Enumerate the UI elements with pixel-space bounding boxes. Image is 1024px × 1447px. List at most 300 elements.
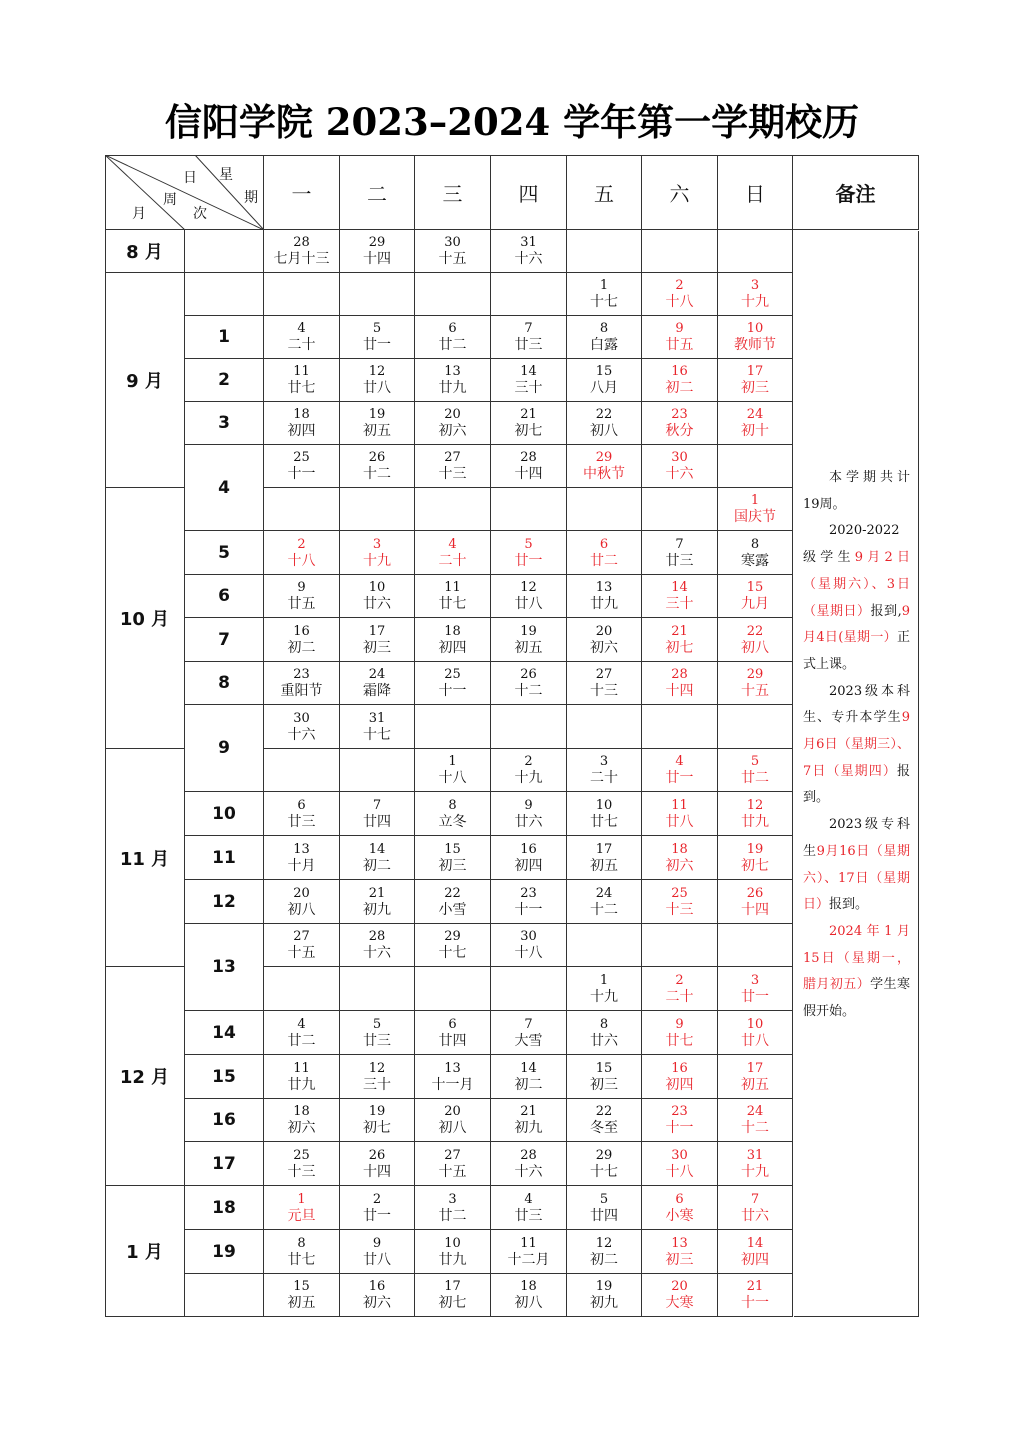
notes-header: [793, 155, 919, 230]
lunar-date: 初七: [665, 639, 694, 656]
day-cell: [491, 705, 567, 749]
day-number: 6: [599, 536, 609, 552]
day-cell: [567, 1011, 642, 1055]
week-number-cell: [185, 273, 264, 316]
week-number: 6: [218, 586, 230, 606]
day-cell: [415, 1055, 491, 1099]
day-cell: [340, 880, 415, 924]
day-number: 3: [750, 972, 760, 988]
day-number: 15: [595, 1060, 613, 1076]
lunar-date: 十四: [363, 1163, 391, 1180]
weekday-header-label: 一: [291, 181, 312, 206]
lunar-date: 十五: [438, 1163, 467, 1180]
day-number: 28: [520, 450, 537, 465]
day-number: 13: [444, 364, 461, 379]
day-cell: [491, 575, 567, 618]
day-cell: [642, 1099, 718, 1142]
day-cell: [642, 749, 718, 792]
day-number: 18: [444, 623, 461, 639]
lunar-date: 廿三: [287, 813, 316, 830]
lunar-date: 三十: [363, 1076, 391, 1093]
lunar-date: 廿六: [741, 1207, 769, 1224]
day-cell: [491, 1186, 567, 1230]
lunar-date: 十八: [438, 770, 467, 786]
corner-week-label-b: 次: [193, 206, 207, 222]
day-number: 15: [293, 1279, 310, 1294]
week-number: 11: [212, 847, 236, 868]
lunar-date: 廿四: [363, 813, 391, 830]
day-number: 11: [520, 1235, 537, 1251]
lunar-date: 初六: [438, 423, 467, 439]
day-cell: [567, 1055, 642, 1099]
day-cell: [264, 749, 340, 792]
lunar-date: 十一: [438, 683, 467, 699]
note-text: 学生寒假开始。: [803, 977, 910, 1020]
day-cell: [264, 1142, 340, 1186]
day-number: 8: [297, 1235, 306, 1251]
day-cell: [567, 662, 642, 705]
lunar-date: 十四: [665, 683, 694, 699]
day-number: 2: [675, 972, 684, 988]
weekday-header: [491, 155, 567, 230]
lunar-date: 廿六: [590, 1032, 618, 1049]
day-cell: [642, 967, 718, 1011]
day-cell: [264, 924, 340, 967]
day-cell: [491, 273, 567, 316]
day-cell: [491, 618, 567, 662]
day-number: 26: [520, 667, 537, 682]
day-cell: [642, 359, 718, 402]
day-cell: [567, 705, 642, 749]
day-cell: [415, 880, 491, 924]
day-cell: [642, 924, 718, 967]
note-paragraph: [803, 518, 910, 678]
day-number: 19: [595, 1279, 613, 1294]
day-number: 31: [368, 710, 386, 726]
week-number-cell: [185, 1186, 264, 1230]
lunar-date: 十七: [438, 945, 467, 961]
day-cell: [567, 618, 642, 662]
day-cell: [415, 359, 491, 402]
lunar-date: 十四: [741, 901, 769, 918]
day-number: 23: [293, 667, 310, 682]
day-cell: [264, 359, 340, 402]
weekday-header: [264, 155, 340, 230]
day-number: 13: [671, 1235, 688, 1251]
day-cell: [642, 836, 718, 880]
day-cell: [264, 618, 340, 662]
lunar-date: 初八: [287, 901, 316, 918]
day-number: 9: [675, 321, 684, 336]
day-cell: [264, 705, 340, 749]
week-number: 14: [212, 1022, 236, 1043]
day-cell: [415, 273, 491, 316]
day-number: 4: [448, 536, 457, 552]
note-text: 报到,: [870, 603, 902, 619]
day-cell: [718, 1274, 793, 1317]
day-number: 22: [595, 407, 613, 422]
day-number: 7: [372, 797, 382, 813]
day-cell: [340, 618, 415, 662]
day-cell: [415, 1186, 491, 1230]
day-number: 27: [444, 1147, 461, 1163]
week-number-cell: [185, 1055, 264, 1099]
day-cell: [491, 402, 567, 445]
day-cell: [491, 316, 567, 359]
header-corner-cell: [105, 155, 264, 230]
day-cell: [718, 445, 793, 488]
day-number: 26: [368, 450, 386, 465]
day-number: 17: [746, 1060, 764, 1076]
day-number: 24: [368, 667, 386, 682]
day-number: 8: [750, 536, 760, 552]
day-number: 5: [372, 321, 382, 336]
note-highlight: 9月2日（星期六）、3日（星期日）: [803, 550, 910, 619]
lunar-date: 小寒: [665, 1207, 694, 1224]
lunar-date: 初七: [514, 423, 543, 439]
day-number: 20: [595, 623, 613, 639]
day-cell: [415, 836, 491, 880]
lunar-date: 十九: [363, 552, 391, 569]
lunar-date: 初四: [514, 857, 543, 874]
lunar-date: 廿九: [590, 596, 618, 612]
day-cell: [491, 531, 567, 575]
day-cell: [567, 836, 642, 880]
week-number-cell: [185, 531, 264, 575]
lunar-date: 廿七: [438, 596, 467, 612]
day-cell: [264, 662, 340, 705]
lunar-date: 廿四: [590, 1207, 618, 1224]
day-number: 24: [746, 1104, 764, 1119]
week-number-cell: [185, 402, 264, 445]
lunar-date: 初四: [287, 423, 316, 439]
day-number: 11: [293, 1060, 310, 1076]
week-number: 17: [212, 1153, 236, 1174]
day-number: 3: [372, 536, 382, 552]
lunar-date: 十五: [287, 945, 316, 961]
day-number: 17: [444, 1279, 461, 1294]
day-number: 4: [524, 1191, 533, 1207]
day-number: 25: [444, 667, 461, 682]
day-cell: [642, 792, 718, 836]
month-label: 11 月: [119, 848, 170, 870]
day-cell: [491, 359, 567, 402]
lunar-date: 十一月: [431, 1076, 474, 1093]
lunar-date: 廿五: [665, 337, 694, 353]
day-cell: [264, 792, 340, 836]
day-number: 22: [595, 1104, 613, 1119]
day-number: 2: [372, 1191, 382, 1207]
month-label: 8 月: [126, 242, 163, 263]
day-cell: [340, 273, 415, 316]
day-number: 20: [444, 1104, 461, 1119]
week-number-cell: [185, 445, 264, 531]
week-number: 3: [218, 413, 230, 433]
day-cell: [567, 1274, 642, 1317]
day-cell: [567, 1099, 642, 1142]
day-number: 2: [524, 754, 533, 769]
lunar-date: 十九: [741, 294, 769, 310]
day-cell: [340, 316, 415, 359]
lunar-date: 秋分: [665, 423, 694, 439]
lunar-date: 十五: [438, 251, 467, 267]
lunar-date: 初六: [665, 857, 694, 874]
day-number: 16: [520, 841, 537, 857]
lunar-date: 中秋节: [583, 466, 625, 482]
lunar-date: 初八: [590, 423, 618, 439]
day-number: 21: [746, 1279, 764, 1294]
day-number: 12: [595, 1235, 613, 1251]
note-text: 2023级专科生: [803, 817, 910, 859]
lunar-date: 廿一: [514, 552, 543, 569]
day-number: 24: [746, 407, 764, 422]
lunar-date: 十八: [665, 1163, 694, 1180]
day-cell: [491, 967, 567, 1011]
note-text: 2023级本科生、专升本学生: [803, 683, 910, 726]
day-cell: [264, 273, 340, 316]
day-cell: [718, 273, 793, 316]
day-cell: [264, 1186, 340, 1230]
weekday-header-label: 三: [442, 181, 463, 206]
day-cell: [415, 531, 491, 575]
day-number: 18: [671, 841, 688, 857]
lunar-date: 元旦: [287, 1207, 316, 1224]
month-cell: [105, 967, 185, 1186]
day-cell: [567, 402, 642, 445]
month-cell: [105, 749, 185, 967]
lunar-date: 初五: [514, 639, 543, 656]
day-cell: [340, 445, 415, 488]
lunar-date: 初七: [363, 1120, 391, 1136]
day-cell: [264, 230, 340, 273]
day-number: 4: [297, 321, 306, 336]
day-number: 29: [368, 235, 386, 250]
day-cell: [718, 836, 793, 880]
lunar-date: 十九: [741, 1163, 769, 1180]
day-number: 25: [671, 885, 688, 901]
day-number: 26: [746, 885, 764, 901]
week-number: 2: [218, 370, 230, 390]
day-cell: [567, 531, 642, 575]
note-highlight: 9月4日(星期一）: [803, 603, 910, 646]
lunar-date: 廿三: [363, 1032, 391, 1049]
day-cell: [340, 575, 415, 618]
note-text: 本学期共计19周。: [803, 470, 910, 512]
lunar-date: 十七: [590, 294, 618, 310]
month-cell: [105, 273, 185, 488]
week-number: 19: [212, 1241, 236, 1262]
day-cell: [415, 1142, 491, 1186]
day-cell: [491, 880, 567, 924]
day-cell: [264, 445, 340, 488]
lunar-date: 初五: [741, 1076, 769, 1093]
day-cell: [415, 1230, 491, 1274]
day-cell: [567, 488, 642, 531]
lunar-date: 教师节: [734, 337, 776, 353]
day-cell: [718, 1230, 793, 1274]
day-number: 11: [671, 797, 688, 813]
day-number: 29: [595, 1147, 613, 1163]
day-number: 5: [372, 1016, 382, 1032]
lunar-date: 初六: [287, 1120, 316, 1136]
day-cell: [264, 880, 340, 924]
weekday-header-label: 日: [745, 181, 765, 206]
lunar-date: 十八: [514, 945, 543, 961]
day-cell: [264, 531, 340, 575]
day-cell: [642, 531, 718, 575]
day-number: 7: [750, 1191, 760, 1207]
week-number: 10: [212, 803, 236, 824]
note-highlight: 9月6日（星期三）、7日（星期四）: [803, 710, 910, 779]
day-cell: [415, 316, 491, 359]
day-cell: [491, 1230, 567, 1274]
day-number: 5: [599, 1191, 609, 1207]
day-cell: [718, 316, 793, 359]
day-cell: [340, 662, 415, 705]
day-cell: [642, 1186, 718, 1230]
day-number: 25: [293, 450, 310, 465]
day-number: 27: [595, 667, 613, 682]
day-cell: [415, 662, 491, 705]
lunar-date: 初四: [665, 1076, 694, 1093]
note-highlight: 9月16日（星期六）、17日（星期日）: [803, 843, 910, 913]
day-cell: [491, 445, 567, 488]
day-number: 24: [595, 885, 613, 901]
day-number: 13: [595, 580, 613, 595]
day-cell: [340, 1230, 415, 1274]
lunar-date: 初六: [590, 639, 618, 656]
corner-month-label: 月: [132, 206, 146, 222]
day-cell: [264, 488, 340, 531]
day-cell: [491, 924, 567, 967]
day-number: 3: [750, 278, 760, 293]
day-number: 2: [675, 278, 684, 293]
lunar-date: 十九: [514, 770, 543, 786]
day-number: 23: [520, 885, 537, 901]
lunar-date: 廿六: [514, 813, 543, 830]
day-cell: [264, 1099, 340, 1142]
day-number: 15: [595, 364, 613, 379]
lunar-date: 八月: [590, 380, 618, 396]
day-number: 17: [746, 364, 764, 379]
weekday-header-label: 五: [594, 181, 614, 206]
day-number: 22: [746, 623, 764, 639]
note-text: 2020-2022级学生: [803, 523, 900, 566]
day-number: 23: [671, 407, 688, 422]
lunar-date: 白露: [590, 337, 618, 353]
corner-week-label-a: 周: [163, 192, 177, 208]
lunar-date: 十四: [514, 466, 543, 482]
weekday-header: [567, 155, 642, 230]
day-cell: [491, 230, 567, 273]
day-number: 13: [293, 841, 310, 857]
day-cell: [642, 273, 718, 316]
day-number: 9: [297, 580, 306, 595]
day-number: 26: [368, 1147, 386, 1163]
lunar-date: 十二: [363, 466, 391, 482]
lunar-date: 廿二: [590, 552, 618, 569]
day-cell: [642, 230, 718, 273]
day-number: 8: [599, 1016, 609, 1032]
day-number: 6: [297, 797, 306, 813]
notes-cell: [794, 231, 919, 1317]
lunar-date: 初九: [363, 901, 391, 918]
lunar-date: 十二: [590, 901, 618, 918]
day-cell: [718, 1011, 793, 1055]
day-number: 9: [675, 1016, 684, 1032]
day-number: 5: [524, 536, 533, 552]
day-number: 18: [520, 1279, 537, 1294]
day-number: 22: [444, 885, 461, 901]
lunar-date: 十一: [741, 1295, 769, 1311]
lunar-date: 廿七: [287, 380, 316, 396]
lunar-date: 三十: [514, 380, 543, 396]
week-number-cell: [185, 618, 264, 662]
day-number: 30: [520, 929, 537, 944]
lunar-date: 十一: [514, 901, 543, 918]
day-number: 7: [524, 321, 533, 336]
day-cell: [642, 880, 718, 924]
day-number: 20: [671, 1279, 688, 1294]
lunar-date: 廿六: [363, 596, 391, 612]
day-cell: [567, 273, 642, 316]
day-number: 12: [368, 1060, 386, 1076]
lunar-date: 廿九: [741, 813, 769, 830]
weekday-header: [415, 155, 491, 230]
lunar-date: 二十: [438, 552, 467, 569]
day-number: 30: [293, 710, 310, 726]
page-title: 信阳学院 2023–2024 学年第一学期校历: [164, 100, 860, 144]
day-cell: [415, 488, 491, 531]
lunar-date: 廿五: [287, 596, 316, 612]
day-cell: [642, 575, 718, 618]
day-cell: [415, 230, 491, 273]
day-cell: [264, 1011, 340, 1055]
lunar-date: 初二: [665, 380, 694, 396]
corner-day-label: 日: [183, 170, 197, 186]
day-cell: [340, 749, 415, 792]
day-number: 14: [671, 580, 688, 595]
day-number: 3: [599, 754, 609, 769]
week-number-cell: [185, 1274, 264, 1317]
week-number-cell: [185, 1230, 264, 1274]
week-number-cell: [185, 836, 264, 880]
month-label: 12 月: [119, 1067, 170, 1088]
day-number: 1: [448, 754, 457, 769]
day-number: 19: [746, 841, 764, 857]
week-number: 18: [212, 1197, 236, 1218]
day-cell: [567, 1230, 642, 1274]
lunar-date: 廿二: [438, 337, 467, 353]
lunar-date: 初五: [590, 857, 618, 874]
lunar-date: 初二: [590, 1251, 618, 1268]
lunar-date: 初十: [741, 423, 769, 439]
day-number: 1: [599, 278, 609, 293]
lunar-date: 十六: [287, 726, 316, 743]
day-number: 27: [293, 929, 310, 944]
day-cell: [415, 792, 491, 836]
lunar-date: 十八: [287, 552, 316, 569]
month-label: 10 月: [119, 609, 170, 630]
day-cell: [491, 662, 567, 705]
lunar-date: 大寒: [665, 1295, 694, 1311]
lunar-date: 初六: [363, 1295, 391, 1311]
day-cell: [718, 749, 793, 792]
day-number: 16: [671, 1060, 688, 1076]
day-cell: [340, 792, 415, 836]
day-cell: [718, 880, 793, 924]
lunar-date: 廿一: [363, 1207, 391, 1224]
